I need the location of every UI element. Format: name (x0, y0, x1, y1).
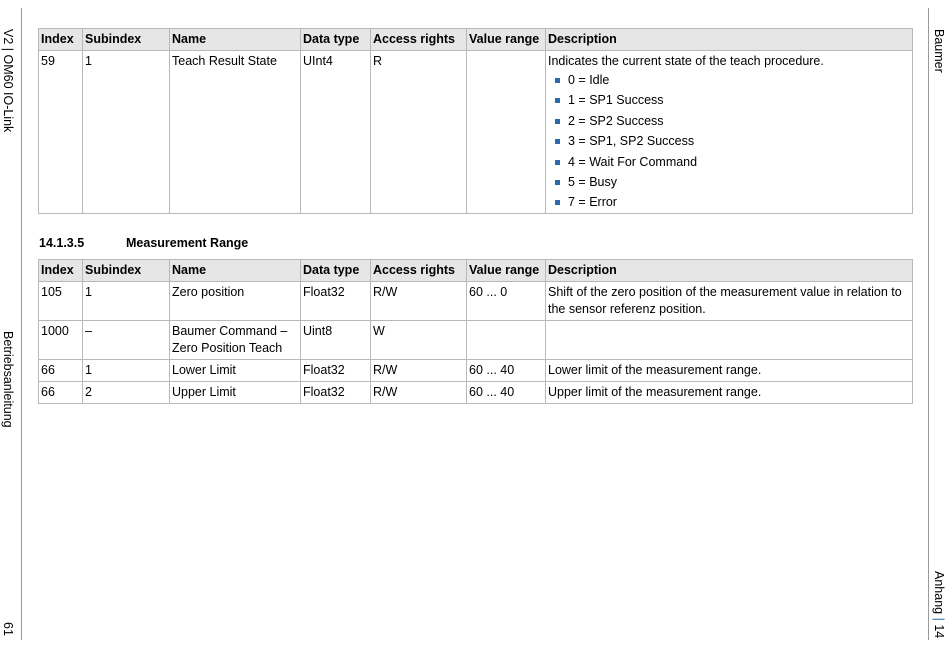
list-item-text: 2 = SP2 Success (568, 113, 664, 128)
list-item-text: 7 = Error (568, 195, 617, 210)
table-row (39, 382, 913, 404)
column-header-name: Name (170, 29, 301, 51)
list-item (555, 194, 910, 211)
document-type (1, 331, 15, 428)
column-header-name: Name (170, 260, 301, 282)
cell-name: Zero position (170, 282, 301, 321)
cell-value-range (467, 51, 546, 214)
list-item-text: 4 = Wait For Command (568, 154, 698, 169)
cell-access-rights: R/W (371, 360, 467, 382)
cell-value-range (467, 321, 546, 360)
cell-description: Lower limit of the measurement range. (546, 360, 913, 382)
chapter-number: 14 (932, 624, 946, 639)
cell-value-range: 60 ... 40 (467, 360, 546, 382)
cell-data-type: Float32 (301, 282, 371, 321)
cell-name: Lower Limit (170, 360, 301, 382)
column-header-index: Index (39, 260, 83, 282)
square-bullet-icon (555, 78, 560, 83)
chapter-label (932, 571, 946, 638)
cell-name: Teach Result State (170, 51, 301, 214)
list-item-text: 3 = SP1, SP2 Success (568, 134, 695, 149)
list-item (555, 174, 910, 191)
column-header-subindex: Subindex (83, 260, 170, 282)
chapter-name: Anhang (932, 571, 946, 615)
cell-index: 1000 (39, 321, 83, 360)
cell-index: 105 (39, 282, 83, 321)
cell-data-type: UInt4 (301, 51, 371, 214)
column-header-index: Index (39, 29, 83, 51)
list-item (555, 72, 910, 89)
cell-subindex: 1 (83, 282, 170, 321)
cell-description (546, 321, 913, 360)
table-row (39, 282, 913, 321)
list-item-text: 1 = SP1 Success (568, 93, 664, 108)
square-bullet-icon (555, 180, 560, 185)
cell-subindex: 1 (83, 360, 170, 382)
cell-value-range: 60 ... 40 (467, 382, 546, 404)
square-bullet-icon (555, 139, 560, 144)
list-item (555, 113, 910, 130)
section-number: 14.1.3.5 (39, 236, 85, 250)
cell-subindex: – (83, 321, 170, 360)
list-item-text: 5 = Busy (568, 174, 617, 189)
cell-index: 66 (39, 382, 83, 404)
page-number (1, 622, 15, 636)
cell-description: Upper limit of the measurement range. (546, 382, 913, 404)
document-type-text: Betriebsanleitung (1, 331, 15, 428)
list-item-text: 0 = Idle (568, 73, 610, 87)
left-margin-rule (21, 8, 22, 640)
column-header-access-rights: Access rights (371, 29, 467, 51)
column-header-data-type: Data type (301, 29, 371, 51)
cell-data-type: Float32 (301, 382, 371, 404)
section-title: Measurement Range (126, 236, 249, 250)
square-bullet-icon (555, 200, 560, 205)
cell-access-rights: W (371, 321, 467, 360)
cell-subindex: 1 (83, 51, 170, 214)
teach-result-table (38, 28, 913, 214)
description-text: Indicates the current state of the teach procedure. (548, 54, 824, 68)
cell-access-rights: R/W (371, 382, 467, 404)
square-bullet-icon (555, 119, 560, 124)
brand-name-text: Baumer (932, 29, 946, 73)
section-heading (39, 236, 248, 250)
table-header-row (39, 260, 913, 282)
cell-description (546, 51, 913, 214)
cell-name: Upper Limit (170, 382, 301, 404)
cell-access-rights: R/W (371, 282, 467, 321)
table-header-row (39, 29, 913, 51)
column-header-value-range: Value range (467, 29, 546, 51)
brand-name (932, 29, 946, 73)
column-header-access-rights: Access rights (371, 260, 467, 282)
cell-value-range: 60 ... 0 (467, 282, 546, 321)
column-header-subindex: Subindex (83, 29, 170, 51)
list-item (555, 92, 910, 109)
table-row (39, 51, 913, 214)
cell-data-type: Uint8 (301, 321, 371, 360)
state-list (548, 72, 910, 211)
column-header-value-range: Value range (467, 260, 546, 282)
chapter-separator: | (932, 617, 946, 621)
square-bullet-icon (555, 98, 560, 103)
cell-access-rights: R (371, 51, 467, 214)
column-header-data-type: Data type (301, 260, 371, 282)
document-title (1, 29, 15, 132)
list-item (555, 154, 910, 171)
table-row (39, 321, 913, 360)
measurement-range-table (38, 259, 913, 404)
cell-index: 66 (39, 360, 83, 382)
list-item (555, 133, 910, 150)
cell-description: Shift of the zero position of the measurement value in relation to the sensor referenz position. (546, 282, 913, 321)
column-header-description: Description (546, 29, 913, 51)
cell-subindex: 2 (83, 382, 170, 404)
column-header-description: Description (546, 260, 913, 282)
square-bullet-icon (555, 160, 560, 165)
cell-data-type: Float32 (301, 360, 371, 382)
document-title-text: V2 | OM60 IO-Link (1, 29, 15, 133)
right-margin-rule (928, 8, 929, 640)
table-row (39, 360, 913, 382)
cell-name: Baumer Command – Zero Position Teach (170, 321, 301, 360)
cell-index: 59 (39, 51, 83, 214)
page-number-text: 61 (1, 622, 15, 636)
